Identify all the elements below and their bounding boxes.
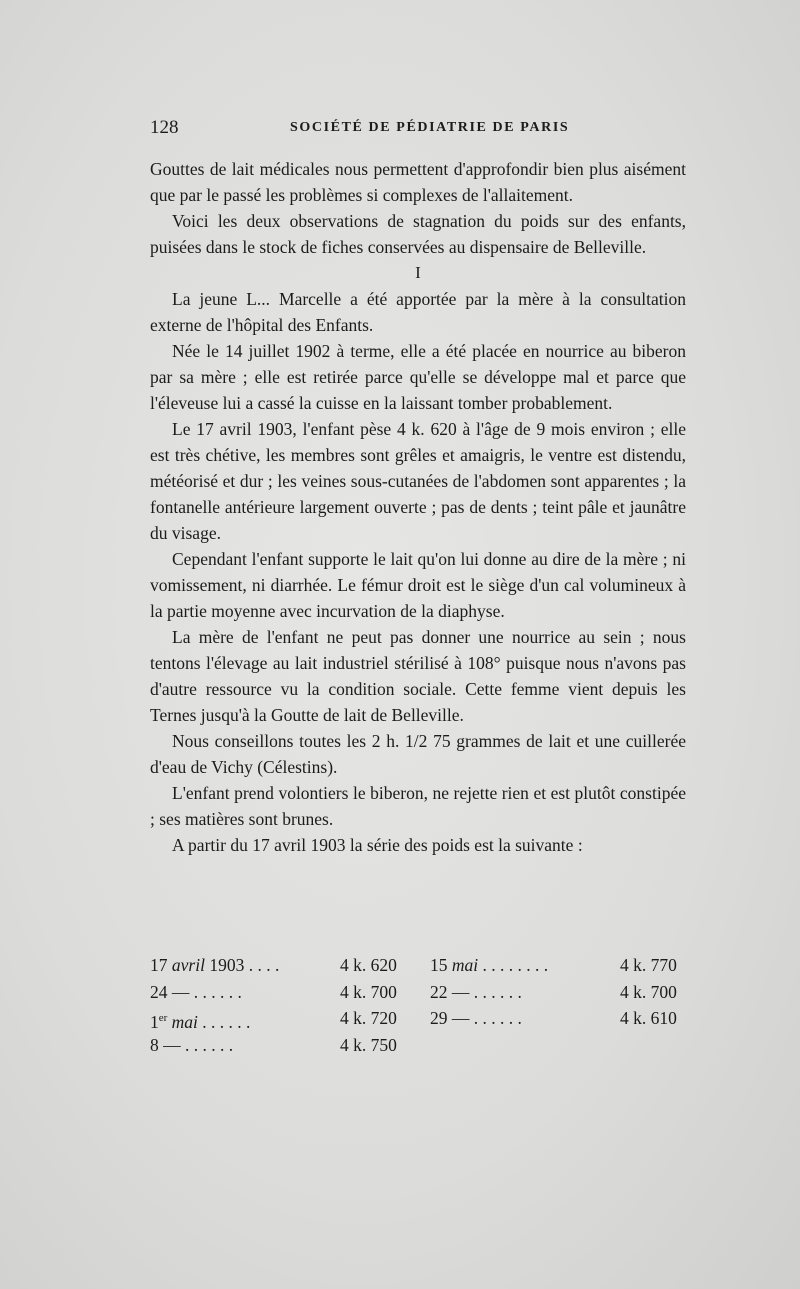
date-cell: 24 — . . . . . . [150,981,242,1002]
paragraph: L'enfant prend volontiers le biberon, ne rejette rien et est plutôt constipée ; ses matières sont brunes. [150,783,686,829]
weight-cell: 4 k. 770 [620,955,677,975]
paragraph: Le 17 avril 1903, l'enfant pèse 4 k. 620 à l'âge de 9 mois environ ; elle est très chétive, les membres sont grêles et amaigris, le ventre est distendu, météorisé et dur ; les veines sous-cutanées de l'abdomen sont apparentes ; la fontanelle antérieure largement ouverte ; pas de dents ; teint pâle et jaunâtre du visage. [150,419,686,543]
paragraph: Née le 14 juillet 1902 à terme, elle a été placée en nourrice au biberon par sa mère ; elle est retirée parce qu'elle se développe mal et parce que l'éleveuse lui a cassé la cuisse en la laissant tomber probablement. [150,341,686,413]
paragraph: Nous conseillons toutes les 2 h. 1/2 75 grammes de lait et une cuillerée d'eau de Vichy (Célestins). [150,731,686,777]
weight-cell: 4 k. 720 [340,1008,397,1028]
date-cell: 17 avril 1903 . . . . [150,955,280,975]
date-cell: 15 mai . . . . . . . . [430,955,549,975]
paragraph: La mère de l'enfant ne peut pas donner une nourrice au sein ; nous tentons l'élevage au lait industriel stérilisé à 108° puisque nous n'avons pas d'autre ressource vu la condition sociale. Cette femme vient depuis les Ternes jusqu'à la Goutte de lait de Belleville. [150,627,686,725]
table-row [150,1032,690,1059]
table-row [150,979,690,1006]
table-row [150,952,690,979]
paragraph: La jeune L... Marcelle a été apportée par la mère à la consultation externe de l'hôpital des Enfants. [150,289,686,335]
page-header [150,117,686,143]
page-number: 128 [150,117,179,138]
paragraph: A partir du 17 avril 1903 la série des poids est la suivante : [172,835,583,855]
weight-cell: 4 k. 620 [340,955,397,975]
date-cell: 1er mai . . . . . . [150,1011,251,1032]
weight-cell: 4 k. 700 [340,981,397,1002]
paragraph: Cependant l'enfant supporte le lait qu'on lui donne au dire de la mère ; ni vomissement, ni diarrhée. Le fémur droit est le siège d'un cal volumineux à la partie moyenne avec incurvation de la diaphyse. [150,549,686,621]
weights-table [150,952,690,1058]
running-title: SOCIÉTÉ DE PÉDIATRIE DE PARIS [290,120,570,135]
date-cell: 8 — . . . . . . [150,1034,234,1055]
weight-cell: 4 k. 700 [620,981,677,1002]
paragraph: Voici les deux observations de stagnation du poids sur des enfants, puisées dans le stock de fiches conservées au dispensaire de Belleville. [150,211,686,257]
section-number: I [415,263,421,282]
paragraph: Gouttes de lait médicales nous permettent d'approfondir bien plus aisément que par le passé les problèmes si complexes de l'allaitement. [150,159,686,205]
weight-cell: 4 k. 750 [340,1034,397,1055]
weight-cell: 4 k. 610 [620,1008,677,1028]
date-cell: 22 — . . . . . . [430,981,522,1002]
table-row [150,1005,690,1032]
date-cell: 29 — . . . . . . [430,1008,522,1028]
body-text [150,156,686,858]
